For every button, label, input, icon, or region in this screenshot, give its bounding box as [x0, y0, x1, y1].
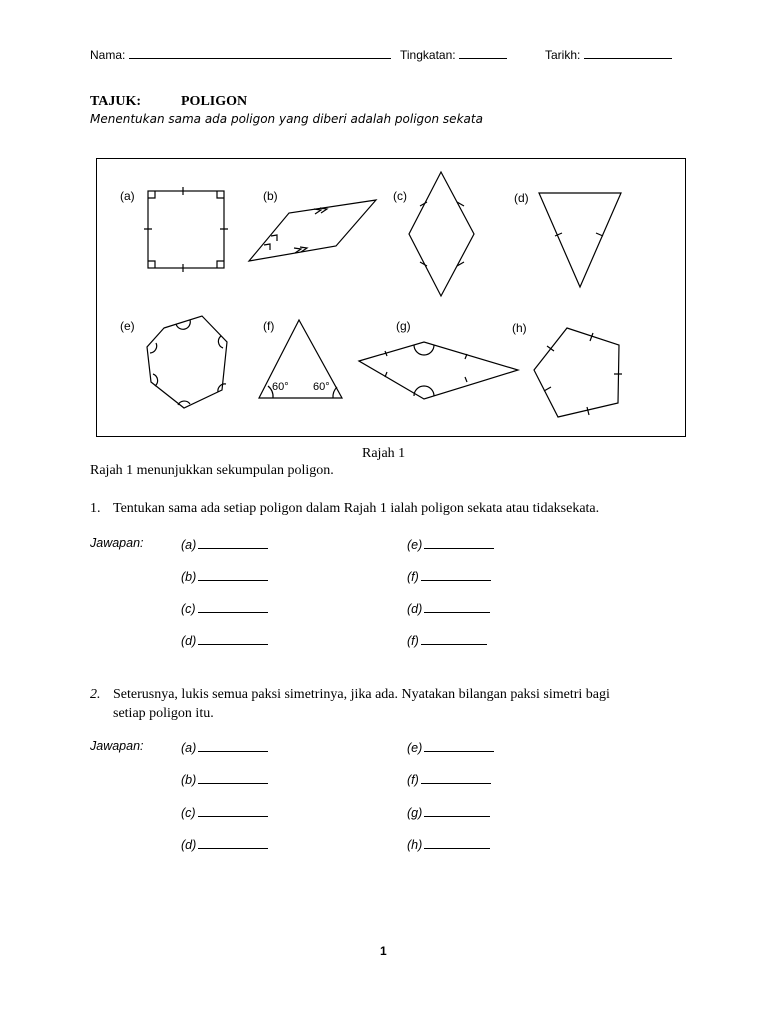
- q1-item-label: (e): [407, 538, 423, 552]
- q1-item-label: (a): [181, 538, 197, 552]
- q1-item-label: (f): [407, 634, 419, 648]
- form-field[interactable]: [400, 47, 507, 62]
- q1-answer-b[interactable]: [181, 568, 268, 584]
- q1-answer-c[interactable]: [181, 600, 268, 616]
- q2-item-label: (d): [181, 838, 197, 852]
- answer-blank[interactable]: [424, 536, 494, 549]
- label-g: (g): [396, 319, 411, 333]
- q1-item-label: (d): [407, 602, 423, 616]
- q1-item-label: (b): [181, 570, 197, 584]
- label-b: (b): [263, 189, 278, 203]
- q2-item-label: (e): [407, 741, 423, 755]
- angle-label-left: 60°: [272, 381, 289, 393]
- square-shape: [144, 187, 228, 272]
- q2-item-label: (h): [407, 838, 423, 852]
- date-blank[interactable]: [584, 47, 672, 59]
- q2-item-label: (a): [181, 741, 197, 755]
- name-label: Nama:: [90, 48, 126, 62]
- angle-label-right: 60°: [313, 381, 330, 393]
- answer-blank[interactable]: [421, 568, 491, 581]
- answer-blank[interactable]: [421, 771, 491, 784]
- label-f: (f): [263, 319, 275, 333]
- label-a: (a): [120, 189, 135, 203]
- page-number: 1: [380, 944, 387, 958]
- q2-answer-f[interactable]: [407, 771, 491, 787]
- q1-answer-d2[interactable]: [407, 600, 490, 616]
- q2-answer-e[interactable]: [407, 739, 494, 755]
- q2-answer-label: Jawapan:: [90, 739, 144, 753]
- q2-item-label: (f): [407, 773, 419, 787]
- flat-rhombus-shape: [359, 342, 518, 399]
- q2-answer-h[interactable]: [407, 836, 490, 852]
- q2-text-line2: setiap poligon itu.: [113, 706, 214, 721]
- answer-blank[interactable]: [421, 632, 487, 645]
- answer-blank[interactable]: [198, 804, 268, 817]
- q2-number: 2.: [90, 687, 101, 702]
- q1-number: 1.: [90, 501, 101, 516]
- q1-text: Tentukan sama ada setiap poligon dalam Rajah 1 ialah poligon sekata atau tidaksekata.: [113, 501, 600, 516]
- q2-item-label: (c): [181, 806, 196, 820]
- q2-text-line1: Seterusnya, lukis semua paksi simetrinya, jika ada. Nyatakan bilangan paksi simetri bagi: [113, 687, 610, 702]
- q2-item-label: (g): [407, 806, 423, 820]
- answer-blank[interactable]: [424, 600, 490, 613]
- q1-answer-f[interactable]: [407, 568, 491, 584]
- q2-answer-g[interactable]: [407, 804, 490, 820]
- subtitle: Menentukan sama ada poligon yang diberi adalah poligon sekata: [90, 112, 483, 126]
- q1-answer-label: Jawapan:: [90, 536, 144, 550]
- parallelogram-shape: [249, 200, 376, 261]
- q2-answer-c[interactable]: [181, 804, 268, 820]
- label-d: (d): [514, 191, 529, 205]
- answer-blank[interactable]: [198, 739, 268, 752]
- answer-blank[interactable]: [198, 771, 268, 784]
- date-label: Tarikh:: [545, 48, 581, 62]
- polygons-figure: [96, 158, 686, 437]
- label-c: (c): [393, 189, 407, 203]
- figure-box: [96, 158, 686, 437]
- q2-answer-b[interactable]: [181, 771, 268, 787]
- answer-blank[interactable]: [198, 632, 268, 645]
- rhombus-shape: [409, 172, 474, 296]
- answer-blank[interactable]: [198, 836, 268, 849]
- answer-blank[interactable]: [198, 600, 268, 613]
- q2-answer-d[interactable]: [181, 836, 268, 852]
- name-field[interactable]: [90, 47, 391, 62]
- form-label: Tingkatan:: [400, 48, 456, 62]
- triangle-shape: [539, 193, 621, 287]
- label-e: (e): [120, 319, 135, 333]
- title-topic: POLIGON: [181, 94, 248, 109]
- answer-blank[interactable]: [424, 804, 490, 817]
- pentagon-shape: [534, 328, 622, 417]
- form-blank[interactable]: [459, 47, 507, 59]
- q2-answer-a[interactable]: [181, 739, 268, 755]
- q1-item-label: (c): [181, 602, 196, 616]
- answer-blank[interactable]: [424, 836, 490, 849]
- q1-answer-a[interactable]: [181, 536, 268, 552]
- answer-blank[interactable]: [198, 536, 268, 549]
- answer-blank[interactable]: [424, 739, 494, 752]
- q2-item-label: (b): [181, 773, 197, 787]
- name-blank[interactable]: [129, 47, 391, 59]
- intro-text: Rajah 1 menunjukkan sekumpulan poligon.: [90, 463, 334, 478]
- answer-blank[interactable]: [198, 568, 268, 581]
- q1-item-label: (f): [407, 570, 419, 584]
- label-h: (h): [512, 321, 527, 335]
- q1-answer-d[interactable]: [181, 632, 268, 648]
- date-field[interactable]: [545, 47, 672, 62]
- figure-caption: Rajah 1: [362, 446, 406, 461]
- title-label: TAJUK:: [90, 94, 142, 109]
- q1-answer-e[interactable]: [407, 536, 494, 552]
- q1-answer-f2[interactable]: [407, 632, 487, 648]
- q1-item-label: (d): [181, 634, 197, 648]
- hexagon-shape: [147, 316, 227, 408]
